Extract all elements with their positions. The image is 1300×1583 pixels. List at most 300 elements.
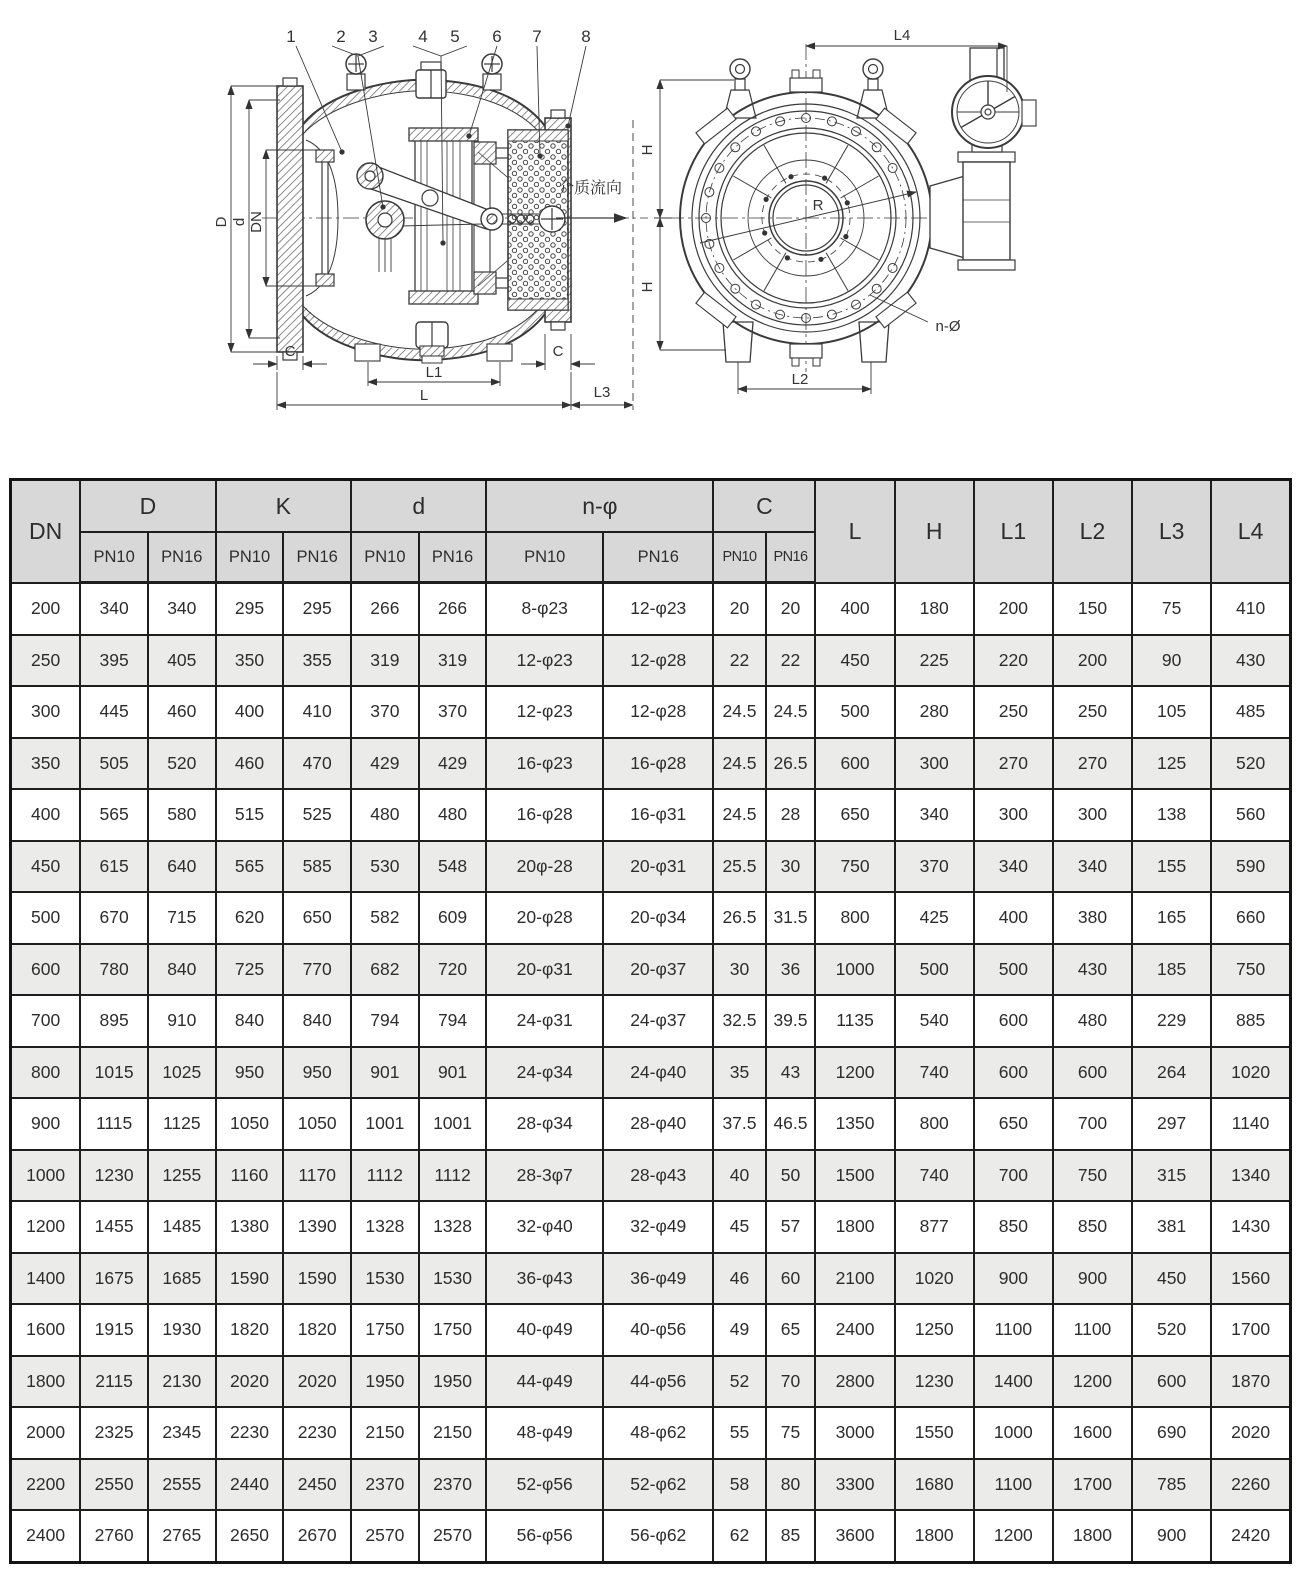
header-d-pn16: PN16 xyxy=(419,532,487,583)
dim-cell: 45 xyxy=(713,1201,765,1253)
dim-cell: 20-φ34 xyxy=(603,892,713,944)
header-group-K: K xyxy=(216,480,351,533)
dim-cell: 1430 xyxy=(1211,1201,1290,1253)
dim-cell: 2260 xyxy=(1211,1459,1290,1511)
dim-cell: 950 xyxy=(283,1047,351,1099)
dn-cell: 500 xyxy=(11,892,81,944)
dn-cell: 2000 xyxy=(11,1407,81,1459)
dim-cell: 1230 xyxy=(895,1356,974,1408)
header-K-pn16: PN16 xyxy=(283,532,351,583)
dim-cell: 1950 xyxy=(351,1356,419,1408)
dim-cell: 850 xyxy=(974,1201,1053,1253)
dim-cell: 1115 xyxy=(80,1098,148,1150)
dim-cell: 1485 xyxy=(148,1201,216,1253)
dim-cell: 2570 xyxy=(419,1510,487,1562)
dim-cell: 525 xyxy=(283,789,351,841)
dim-cell: 1015 xyxy=(80,1047,148,1099)
dim-cell: 295 xyxy=(216,583,284,635)
dim-cell: 1100 xyxy=(974,1459,1053,1511)
dim-cell: 20φ-28 xyxy=(486,841,603,893)
dim-cell: 1328 xyxy=(419,1201,487,1253)
dim-cell: 910 xyxy=(148,995,216,1047)
dim-cell: 60 xyxy=(766,1253,816,1305)
front-view xyxy=(654,44,1036,394)
dim-cell: 2020 xyxy=(283,1356,351,1408)
dim-label-L1: L1 xyxy=(425,364,443,381)
dim-cell: 877 xyxy=(895,1201,974,1253)
dim-cell: 670 xyxy=(80,892,148,944)
dim-cell: 28-φ34 xyxy=(486,1098,603,1150)
dim-cell: 12-φ23 xyxy=(486,635,603,687)
dim-cell: 2150 xyxy=(351,1407,419,1459)
dim-label-L2: L2 xyxy=(791,371,809,388)
dim-cell: 520 xyxy=(1132,1304,1211,1356)
dim-cell: 900 xyxy=(1053,1253,1132,1305)
dn-cell: 1200 xyxy=(11,1201,81,1253)
dim-cell: 2020 xyxy=(216,1356,284,1408)
dim-cell: 750 xyxy=(1053,1150,1132,1202)
dim-cell: 52-φ62 xyxy=(603,1459,713,1511)
dim-cell: 582 xyxy=(351,892,419,944)
dim-cell: 3000 xyxy=(815,1407,894,1459)
table-row xyxy=(11,1047,1291,1099)
dim-cell: 450 xyxy=(1132,1253,1211,1305)
dimension-table xyxy=(9,478,1292,1564)
flow-direction-label: 介质流向 xyxy=(557,180,623,197)
dim-cell: 565 xyxy=(216,841,284,893)
dim-cell: 794 xyxy=(351,995,419,1047)
dim-label-L3: L3 xyxy=(593,384,611,401)
dim-cell: 2370 xyxy=(351,1459,419,1511)
dim-cell: 220 xyxy=(974,635,1053,687)
dim-cell: 229 xyxy=(1132,995,1211,1047)
dim-cell: 900 xyxy=(974,1253,1053,1305)
dim-cell: 1380 xyxy=(216,1201,284,1253)
dim-cell: 850 xyxy=(1053,1201,1132,1253)
dim-cell: 46.5 xyxy=(766,1098,816,1150)
dim-cell: 520 xyxy=(1211,738,1290,790)
dim-cell: 150 xyxy=(1053,583,1132,635)
dim-cell: 1550 xyxy=(895,1407,974,1459)
dim-cell: 650 xyxy=(815,789,894,841)
dim-label-L: L xyxy=(419,387,429,404)
dim-cell: 500 xyxy=(895,944,974,996)
dim-cell: 500 xyxy=(974,944,1053,996)
dim-cell: 44-φ56 xyxy=(603,1356,713,1408)
dim-cell: 1135 xyxy=(815,995,894,1047)
dim-cell: 640 xyxy=(148,841,216,893)
dim-cell: 3300 xyxy=(815,1459,894,1511)
dim-cell: 370 xyxy=(895,841,974,893)
dim-cell: 24-φ40 xyxy=(603,1047,713,1099)
dim-cell: 1112 xyxy=(351,1150,419,1202)
dim-cell: 1820 xyxy=(216,1304,284,1356)
dim-cell: 57 xyxy=(766,1201,816,1253)
dn-cell: 200 xyxy=(11,583,81,635)
dim-label-n-hole: n-Ø xyxy=(935,318,961,335)
dim-cell: 750 xyxy=(815,841,894,893)
dim-cell: 1170 xyxy=(283,1150,351,1202)
dim-cell: 22 xyxy=(766,635,816,687)
dim-cell: 250 xyxy=(1053,686,1132,738)
header-n-phi-pn10: PN10 xyxy=(486,532,603,583)
dim-cell: 2325 xyxy=(80,1407,148,1459)
dim-cell: 750 xyxy=(1211,944,1290,996)
dim-cell: 55 xyxy=(713,1407,765,1459)
dim-cell: 46 xyxy=(713,1253,765,1305)
dim-cell: 740 xyxy=(895,1047,974,1099)
dim-cell: 1140 xyxy=(1211,1098,1290,1150)
dim-cell: 70 xyxy=(766,1356,816,1408)
dim-cell: 1750 xyxy=(351,1304,419,1356)
dim-cell: 52-φ56 xyxy=(486,1459,603,1511)
dim-cell: 105 xyxy=(1132,686,1211,738)
dim-cell: 1800 xyxy=(1053,1510,1132,1562)
dim-cell: 600 xyxy=(1053,1047,1132,1099)
dim-cell: 2100 xyxy=(815,1253,894,1305)
dim-cell: 250 xyxy=(974,686,1053,738)
dim-cell: 30 xyxy=(766,841,816,893)
dim-cell: 700 xyxy=(974,1150,1053,1202)
dim-cell: 32-φ40 xyxy=(486,1201,603,1253)
callout-2: 2 xyxy=(336,27,346,46)
dim-cell: 380 xyxy=(1053,892,1132,944)
dn-cell: 350 xyxy=(11,738,81,790)
dim-cell: 580 xyxy=(148,789,216,841)
dim-cell: 26.5 xyxy=(713,892,765,944)
dim-cell: 16-φ28 xyxy=(486,789,603,841)
dim-cell: 410 xyxy=(283,686,351,738)
dim-cell: 1020 xyxy=(895,1253,974,1305)
callout-3: 3 xyxy=(368,27,378,46)
dim-cell: 56-φ62 xyxy=(603,1510,713,1562)
dim-cell: 300 xyxy=(895,738,974,790)
dim-cell: 25.5 xyxy=(713,841,765,893)
dim-cell: 650 xyxy=(974,1098,1053,1150)
header-D-pn16: PN16 xyxy=(148,532,216,583)
dim-cell: 548 xyxy=(419,841,487,893)
dim-cell: 48-φ49 xyxy=(486,1407,603,1459)
dim-cell: 24.5 xyxy=(713,789,765,841)
header-C-pn10: PN10 xyxy=(713,532,765,583)
dim-cell: 800 xyxy=(895,1098,974,1150)
dim-cell: 1590 xyxy=(283,1253,351,1305)
dim-cell: 340 xyxy=(974,841,1053,893)
dim-cell: 264 xyxy=(1132,1047,1211,1099)
dim-cell: 2370 xyxy=(419,1459,487,1511)
dn-cell: 1600 xyxy=(11,1304,81,1356)
dim-cell: 2800 xyxy=(815,1356,894,1408)
dim-cell: 901 xyxy=(419,1047,487,1099)
header-group-C: C xyxy=(713,480,815,533)
dim-cell: 430 xyxy=(1053,944,1132,996)
dim-cell: 200 xyxy=(1053,635,1132,687)
dim-cell: 32-φ49 xyxy=(603,1201,713,1253)
dim-cell: 425 xyxy=(895,892,974,944)
table-row xyxy=(11,841,1291,893)
header-C-pn16: PN16 xyxy=(766,532,816,583)
dim-cell: 85 xyxy=(766,1510,816,1562)
dim-cell: 1200 xyxy=(974,1510,1053,1562)
dim-cell: 2555 xyxy=(148,1459,216,1511)
dim-cell: 40-φ56 xyxy=(603,1304,713,1356)
dim-cell: 950 xyxy=(216,1047,284,1099)
dim-cell: 31.5 xyxy=(766,892,816,944)
dim-cell: 650 xyxy=(283,892,351,944)
dim-cell: 300 xyxy=(1053,789,1132,841)
dim-cell: 58 xyxy=(713,1459,765,1511)
dim-cell: 32.5 xyxy=(713,995,765,1047)
dim-cell: 1590 xyxy=(216,1253,284,1305)
dim-cell: 340 xyxy=(895,789,974,841)
dim-cell: 460 xyxy=(216,738,284,790)
header-group-D: D xyxy=(80,480,215,533)
dim-cell: 2450 xyxy=(283,1459,351,1511)
dim-cell: 2400 xyxy=(815,1304,894,1356)
dn-cell: 2200 xyxy=(11,1459,81,1511)
dim-cell: 395 xyxy=(80,635,148,687)
dim-cell: 24.5 xyxy=(766,686,816,738)
dim-cell: 1530 xyxy=(351,1253,419,1305)
dim-cell: 36 xyxy=(766,944,816,996)
dim-cell: 690 xyxy=(1132,1407,1211,1459)
dim-cell: 56-φ56 xyxy=(486,1510,603,1562)
dim-cell: 48-φ62 xyxy=(603,1407,713,1459)
dim-cell: 1200 xyxy=(1053,1356,1132,1408)
dim-cell: 515 xyxy=(216,789,284,841)
dim-cell: 16-φ31 xyxy=(603,789,713,841)
dim-cell: 2130 xyxy=(148,1356,216,1408)
dim-cell: 2670 xyxy=(283,1510,351,1562)
dim-cell: 24.5 xyxy=(713,686,765,738)
dim-cell: 740 xyxy=(895,1150,974,1202)
dim-cell: 340 xyxy=(80,583,148,635)
dim-cell: 340 xyxy=(1053,841,1132,893)
dim-cell: 280 xyxy=(895,686,974,738)
dim-cell: 295 xyxy=(283,583,351,635)
table-row xyxy=(11,944,1291,996)
dim-cell: 12-φ28 xyxy=(603,635,713,687)
dim-cell: 65 xyxy=(766,1304,816,1356)
dim-cell: 600 xyxy=(974,1047,1053,1099)
dim-cell: 1050 xyxy=(216,1098,284,1150)
callout-6: 6 xyxy=(492,27,502,46)
dim-cell: 2230 xyxy=(216,1407,284,1459)
callout-4: 4 xyxy=(418,27,428,46)
table-row xyxy=(11,1356,1291,1408)
dim-cell: 20 xyxy=(713,583,765,635)
dim-cell: 24-φ37 xyxy=(603,995,713,1047)
header-dn: DN xyxy=(11,480,81,583)
dim-cell: 80 xyxy=(766,1459,816,1511)
dim-cell: 840 xyxy=(148,944,216,996)
dim-cell: 410 xyxy=(1211,583,1290,635)
dim-label-H-bottom: H xyxy=(639,281,656,293)
dim-label-H-top: H xyxy=(639,144,656,156)
dn-cell: 2400 xyxy=(11,1510,81,1562)
dn-cell: 700 xyxy=(11,995,81,1047)
dim-cell: 1050 xyxy=(283,1098,351,1150)
dim-cell: 1800 xyxy=(895,1510,974,1562)
dim-cell: 682 xyxy=(351,944,419,996)
dim-cell: 900 xyxy=(1132,1510,1211,1562)
dn-cell: 1800 xyxy=(11,1356,81,1408)
dim-cell: 266 xyxy=(419,583,487,635)
dn-cell: 300 xyxy=(11,686,81,738)
dim-cell: 1000 xyxy=(974,1407,1053,1459)
dim-cell: 1112 xyxy=(419,1150,487,1202)
dim-cell: 35 xyxy=(713,1047,765,1099)
dim-cell: 700 xyxy=(1053,1098,1132,1150)
dim-cell: 590 xyxy=(1211,841,1290,893)
dim-cell: 22 xyxy=(713,635,765,687)
dim-label-L4: L4 xyxy=(893,27,911,44)
dim-label-d: d xyxy=(231,217,248,227)
dim-cell: 1675 xyxy=(80,1253,148,1305)
dim-cell: 2650 xyxy=(216,1510,284,1562)
dim-cell: 24.5 xyxy=(713,738,765,790)
dim-cell: 20-φ37 xyxy=(603,944,713,996)
dim-cell: 1230 xyxy=(80,1150,148,1202)
dn-cell: 450 xyxy=(11,841,81,893)
dim-cell: 1820 xyxy=(283,1304,351,1356)
header-group-d: d xyxy=(351,480,486,533)
table-row xyxy=(11,892,1291,944)
dim-cell: 725 xyxy=(216,944,284,996)
dim-cell: 297 xyxy=(1132,1098,1211,1150)
dim-cell: 1250 xyxy=(895,1304,974,1356)
dim-cell: 20 xyxy=(766,583,816,635)
dim-cell: 26.5 xyxy=(766,738,816,790)
dim-cell: 20-φ31 xyxy=(486,944,603,996)
dim-cell: 400 xyxy=(815,583,894,635)
dim-cell: 75 xyxy=(1132,583,1211,635)
dim-cell: 1700 xyxy=(1211,1304,1290,1356)
dim-cell: 20-φ31 xyxy=(603,841,713,893)
dim-label-D: D xyxy=(213,216,230,228)
dim-cell: 565 xyxy=(80,789,148,841)
table-row xyxy=(11,635,1291,687)
dim-cell: 49 xyxy=(713,1304,765,1356)
dim-cell: 600 xyxy=(815,738,894,790)
table-row xyxy=(11,1253,1291,1305)
dim-cell: 16-φ23 xyxy=(486,738,603,790)
dn-cell: 800 xyxy=(11,1047,81,1099)
dim-cell: 155 xyxy=(1132,841,1211,893)
dim-cell: 1340 xyxy=(1211,1150,1290,1202)
dim-cell: 200 xyxy=(974,583,1053,635)
dim-cell: 62 xyxy=(713,1510,765,1562)
dim-cell: 340 xyxy=(148,583,216,635)
dim-cell: 1100 xyxy=(974,1304,1053,1356)
header-d-pn10: PN10 xyxy=(351,532,419,583)
callout-8: 8 xyxy=(581,27,591,46)
dim-cell: 52 xyxy=(713,1356,765,1408)
dim-cell: 36-φ49 xyxy=(603,1253,713,1305)
dim-cell: 615 xyxy=(80,841,148,893)
dim-cell: 480 xyxy=(419,789,487,841)
dim-cell: 1020 xyxy=(1211,1047,1290,1099)
dim-cell: 800 xyxy=(815,892,894,944)
dim-cell: 1600 xyxy=(1053,1407,1132,1459)
dim-cell: 1390 xyxy=(283,1201,351,1253)
dim-cell: 1930 xyxy=(148,1304,216,1356)
dim-cell: 2570 xyxy=(351,1510,419,1562)
dim-cell: 1160 xyxy=(216,1150,284,1202)
header-L3: L3 xyxy=(1132,480,1211,583)
dim-cell: 429 xyxy=(351,738,419,790)
table-row xyxy=(11,686,1291,738)
dim-cell: 43 xyxy=(766,1047,816,1099)
header-L4: L4 xyxy=(1211,480,1290,583)
dim-cell: 36-φ43 xyxy=(486,1253,603,1305)
dim-cell: 1255 xyxy=(148,1150,216,1202)
dim-cell: 720 xyxy=(419,944,487,996)
dim-cell: 350 xyxy=(216,635,284,687)
header-n-phi-pn16: PN16 xyxy=(603,532,713,583)
table-row xyxy=(11,995,1291,1047)
dim-cell: 225 xyxy=(895,635,974,687)
dim-label-DN: DN xyxy=(248,211,265,233)
dim-cell: 520 xyxy=(148,738,216,790)
dim-cell: 1870 xyxy=(1211,1356,1290,1408)
dim-cell: 270 xyxy=(974,738,1053,790)
valve-technical-drawing xyxy=(0,0,1300,472)
dim-cell: 24-φ31 xyxy=(486,995,603,1047)
dim-cell: 50 xyxy=(766,1150,816,1202)
dim-cell: 1025 xyxy=(148,1047,216,1099)
dim-cell: 3600 xyxy=(815,1510,894,1562)
dim-cell: 600 xyxy=(974,995,1053,1047)
dim-cell: 480 xyxy=(1053,995,1132,1047)
dim-cell: 28-3φ7 xyxy=(486,1150,603,1202)
callout-1: 1 xyxy=(286,27,296,46)
dim-cell: 12-φ28 xyxy=(603,686,713,738)
dim-cell: 895 xyxy=(80,995,148,1047)
dim-cell: 485 xyxy=(1211,686,1290,738)
dim-cell: 450 xyxy=(815,635,894,687)
dim-cell: 2150 xyxy=(419,1407,487,1459)
header-L: L xyxy=(815,480,894,583)
dim-cell: 901 xyxy=(351,1047,419,1099)
dim-cell: 445 xyxy=(80,686,148,738)
dim-cell: 780 xyxy=(80,944,148,996)
dim-cell: 460 xyxy=(148,686,216,738)
dim-cell: 2345 xyxy=(148,1407,216,1459)
dim-cell: 794 xyxy=(419,995,487,1047)
table-row xyxy=(11,1201,1291,1253)
dim-cell: 400 xyxy=(974,892,1053,944)
header-K-pn10: PN10 xyxy=(216,532,284,583)
dim-cell: 165 xyxy=(1132,892,1211,944)
dim-cell: 381 xyxy=(1132,1201,1211,1253)
dim-cell: 1350 xyxy=(815,1098,894,1150)
dim-cell: 2440 xyxy=(216,1459,284,1511)
callout-7: 7 xyxy=(532,27,542,46)
dim-cell: 1200 xyxy=(815,1047,894,1099)
dim-label-R: R xyxy=(812,197,824,214)
dim-cell: 12-φ23 xyxy=(603,583,713,635)
dim-cell: 1400 xyxy=(974,1356,1053,1408)
dim-cell: 8-φ23 xyxy=(486,583,603,635)
table-row xyxy=(11,1459,1291,1511)
dim-cell: 1530 xyxy=(419,1253,487,1305)
dim-cell: 24-φ34 xyxy=(486,1047,603,1099)
header-L1: L1 xyxy=(974,480,1053,583)
dn-cell: 250 xyxy=(11,635,81,687)
dim-cell: 1100 xyxy=(1053,1304,1132,1356)
dim-cell: 370 xyxy=(419,686,487,738)
